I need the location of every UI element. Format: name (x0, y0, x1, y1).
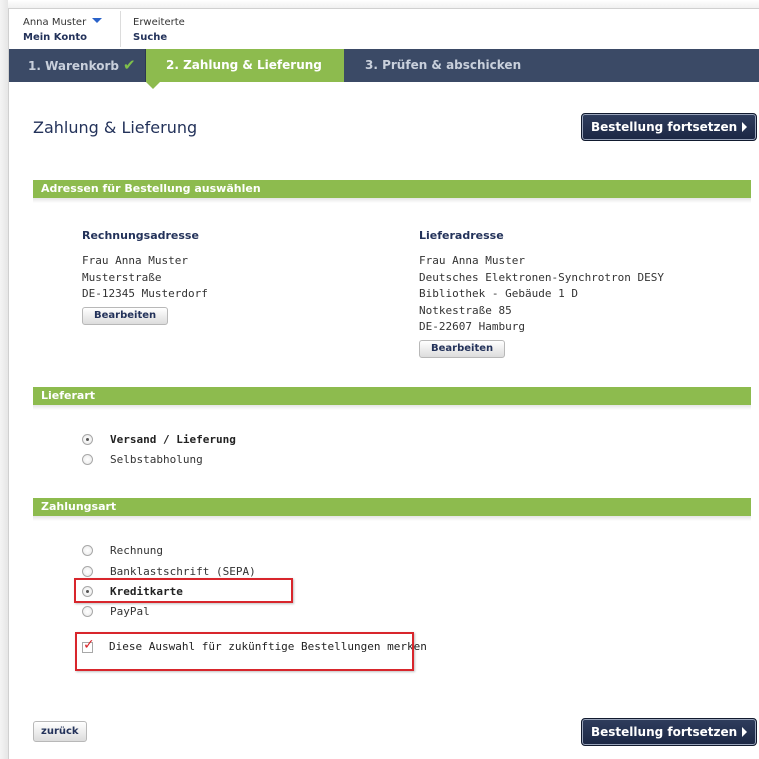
radio-button[interactable] (82, 606, 93, 617)
radio-button[interactable] (82, 454, 93, 465)
address-line: DE-12345 Musterdorf (82, 287, 208, 300)
divider (120, 11, 121, 47)
arrow-right-icon (742, 727, 747, 737)
address-line: Deutsches Elektronen-Synchrotron DESY (419, 270, 665, 284)
section-shadow (33, 516, 751, 521)
billing-address (82, 253, 208, 303)
step-review-submit (344, 49, 644, 82)
shipping-address-heading: Lieferadresse (419, 229, 504, 242)
advanced-label: Erweiterte (133, 17, 185, 28)
edit-shipping-address-button[interactable]: Bearbeiten (419, 340, 505, 358)
address-line: Musterstraße (82, 270, 162, 284)
option-label: Rechnung (110, 544, 163, 557)
active-step-pointer (146, 82, 160, 89)
step-review-label: 3. Prüfen & abschicken (365, 58, 522, 72)
option-label: Selbstabholung (110, 453, 203, 466)
edit-billing-address-button[interactable]: Bearbeiten (82, 307, 168, 325)
delivery-section-header: Lieferart (33, 387, 751, 405)
account-bar (9, 9, 759, 49)
back-button[interactable]: zurück (33, 721, 87, 742)
shipping-address (419, 253, 664, 336)
payment-section-header: Zahlungsart (33, 498, 751, 516)
radio-button[interactable] (82, 434, 93, 445)
step-payment-delivery (146, 49, 344, 82)
page-title: Zahlung & Lieferung (33, 118, 198, 137)
option-label: Kreditkarte (110, 585, 183, 598)
continue-order-label: Bestellung fortsetzen (591, 120, 738, 134)
section-shadow (33, 198, 751, 203)
checkmark-icon: ✓ (83, 637, 95, 653)
checkout-steps (9, 49, 759, 82)
address-line: Frau Anna Muster (419, 254, 525, 267)
address-line: Notkestraße 85 (419, 303, 512, 317)
address-line: Frau Anna Muster (82, 254, 188, 267)
continue-order-button-bottom[interactable] (581, 718, 757, 746)
continue-order-label: Bestellung fortsetzen (591, 725, 738, 739)
addresses-section-header: Adressen für Bestellung auswählen (33, 180, 751, 198)
advanced-search-link[interactable]: Suche (133, 32, 168, 43)
option-label: PayPal (110, 605, 150, 618)
window-top-edge (0, 0, 759, 8)
step-payment-label: 2. Zahlung & Lieferung (166, 58, 322, 72)
remember-selection-label: Diese Auswahl für zukünftige Bestellungen merken (109, 640, 427, 653)
chevron-down-icon[interactable] (92, 18, 102, 23)
continue-order-button[interactable] (581, 113, 757, 141)
credit-card-highlight (74, 578, 293, 603)
address-line: Bibliothek - Gebäude 1 D (419, 287, 578, 300)
remember-selection-highlight (75, 632, 414, 671)
advanced-search[interactable] (133, 15, 185, 45)
address-line: DE-22607 Hamburg (419, 320, 525, 333)
account-menu[interactable] (23, 15, 102, 45)
arrow-right-icon (742, 122, 747, 132)
step-cart-label: 1. Warenkorb (28, 59, 120, 73)
radio-button[interactable] (82, 545, 93, 556)
user-name: Anna Muster (23, 17, 87, 28)
option-label: Versand / Lieferung (110, 433, 236, 446)
section-shadow (33, 405, 751, 410)
option-label: Banklastschrift (SEPA) (110, 565, 256, 578)
checkmark-icon: ✔ (123, 56, 136, 74)
radio-button[interactable] (82, 566, 93, 577)
window-left-edge (0, 0, 8, 759)
step-cart[interactable] (9, 49, 145, 82)
billing-address-heading: Rechnungsadresse (82, 229, 199, 242)
my-account-link[interactable]: Mein Konto (23, 32, 87, 43)
